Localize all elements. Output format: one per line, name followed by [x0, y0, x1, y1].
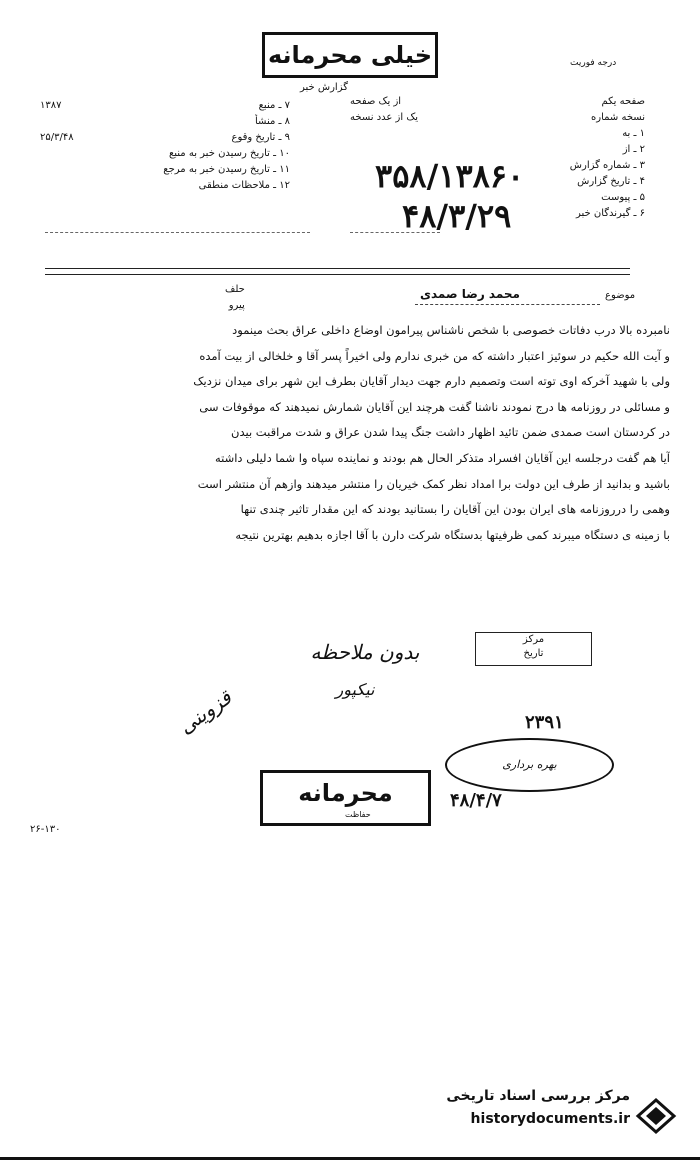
subject-side-labels	[225, 282, 245, 314]
header-blank-line	[350, 232, 440, 233]
body-line: در کردستان است صمدی ضمن تائید اظهار داشت جنگ پیدا شدن عراق و شدت مراقبت بیدن	[231, 425, 670, 440]
header-value: یک از عدد نسخه	[350, 112, 419, 123]
subject-underline	[415, 304, 600, 305]
header-field: ۹ ـ تاریخ وقوع	[231, 132, 290, 143]
body-line: آیا هم گفت درجلسه این آقایان افسراد متذکر الحال هم بودند و نماینده سپاه وا شما دلیلی داشته	[214, 450, 670, 465]
header-value: ۲۵/۳/۴۸	[40, 132, 74, 143]
archive-logo-icon	[632, 1096, 680, 1136]
archive-name: مرکز بررسی اسناد تاریخی	[446, 1088, 630, 1104]
header-field: ۱۰ ـ تاریخ رسیدن خبر به منبع	[168, 148, 290, 159]
side-label: پیرو	[228, 300, 245, 311]
body-line: با زمینه ی دستگاه میبرند کمی ظرفیتها بدستگاه شرکت دارن با آقا اجازه بدهیم بهترین نتیجه	[235, 527, 670, 542]
body-line: نامبرده بالا درب دفاتات خصوصی با شخص ناشناس پیرامون اوضاع داخلی عراق بحث مینمود	[232, 323, 670, 337]
header-field: ۶ ـ گیرندگان خبر	[575, 208, 645, 219]
archive-url[interactable]: historydocuments.ir	[470, 1111, 630, 1127]
header-field: نسخه شماره	[591, 112, 645, 123]
page-bottom-border	[0, 1157, 700, 1160]
body-line: و مسائلی در روزنامه ها درج نمودند ناشنا گفت هرچند این آقایان شمارش نمیدهند که موقوفات سی	[199, 399, 670, 414]
body-line: وهمی را درروزنامه های ایران بودن این آقایان را بستانید بودند که این مقدار تاثیر چندی تنها	[240, 502, 670, 517]
top-classification-stamp: خیلی محرمانه	[262, 32, 438, 78]
urgency-label: درجه فوریت	[570, 58, 617, 68]
header-field: ۵ ـ پیوست	[601, 192, 645, 203]
body-line: و آیت الله حکیم در سوئیز اعتبار داشته که من خبری ندارم ولی اخیراً پسر آقا و خلخالی از بیت آمده	[199, 348, 670, 363]
bottom-stamp-subtitle: حفاظت	[345, 810, 371, 819]
form-code: ۲۶-۱۳۰	[30, 824, 61, 835]
received-stamp-line: تاریخ	[523, 648, 544, 659]
report-number: ۳۵۸/۱۳۸۶۰	[375, 157, 525, 195]
header-field: ۱۱ ـ تاریخ رسیدن خبر به مرجع	[163, 164, 290, 175]
header-value: ۱۳۸۷	[40, 100, 62, 111]
header-field: صفحه یکم	[601, 96, 645, 107]
report-body	[30, 318, 670, 548]
received-stamp	[475, 632, 592, 666]
header-left-values	[40, 98, 145, 146]
body-line: باشید و بدانید از طرف این دولت برا امداد نظر کمک خیریان را منتشر میدهند وازهم آن منتشر است	[197, 476, 670, 491]
handwritten-signature: نیکپور	[335, 680, 375, 699]
header-field: ۸ ـ منشأ	[254, 116, 290, 127]
header-right-values	[350, 94, 445, 126]
header-field: ۷ ـ منبع	[258, 100, 290, 111]
review-oval-stamp: بهره برداری	[445, 738, 614, 792]
report-date: ۴۸/۳/۲۹	[402, 197, 512, 235]
subject-label: موضوع	[605, 290, 636, 301]
stamp-number: ۲۳۹۱	[525, 712, 564, 733]
header-field: ۲ ـ از	[622, 144, 645, 155]
top-stamp-subtitle: گزارش خبر	[300, 82, 348, 93]
header-value	[40, 114, 145, 130]
subject-value: محمد رضا صمدی	[420, 287, 520, 301]
header-field: ۴ ـ تاریخ گزارش	[577, 176, 645, 187]
stamp-date: ۴۸/۴/۷	[450, 790, 502, 811]
header-field: ۱۲ ـ ملاحظات منطقی	[198, 180, 290, 191]
handwritten-annotation: بدون ملاحظه	[310, 640, 420, 664]
handwritten-note: قزوینی	[174, 685, 236, 739]
header-blank-line	[45, 232, 310, 233]
header-field: ۳ ـ شماره گزارش	[569, 160, 645, 171]
header-field: ۱ ـ به	[622, 128, 645, 139]
received-stamp-line: مرکز	[522, 634, 545, 645]
header-left-labels	[150, 98, 290, 194]
side-label: حلف	[225, 284, 245, 295]
header-value: از یک صفحه	[350, 96, 402, 107]
bottom-classification-stamp: محرمانه	[260, 770, 431, 826]
body-line: ولی با شهید آخرکه اوی توته است وتصمیم دارم جهت دیدار آقایان بطرف این شهر برای میدان نزدیک	[193, 374, 670, 389]
divider	[45, 274, 630, 275]
divider	[45, 268, 630, 269]
